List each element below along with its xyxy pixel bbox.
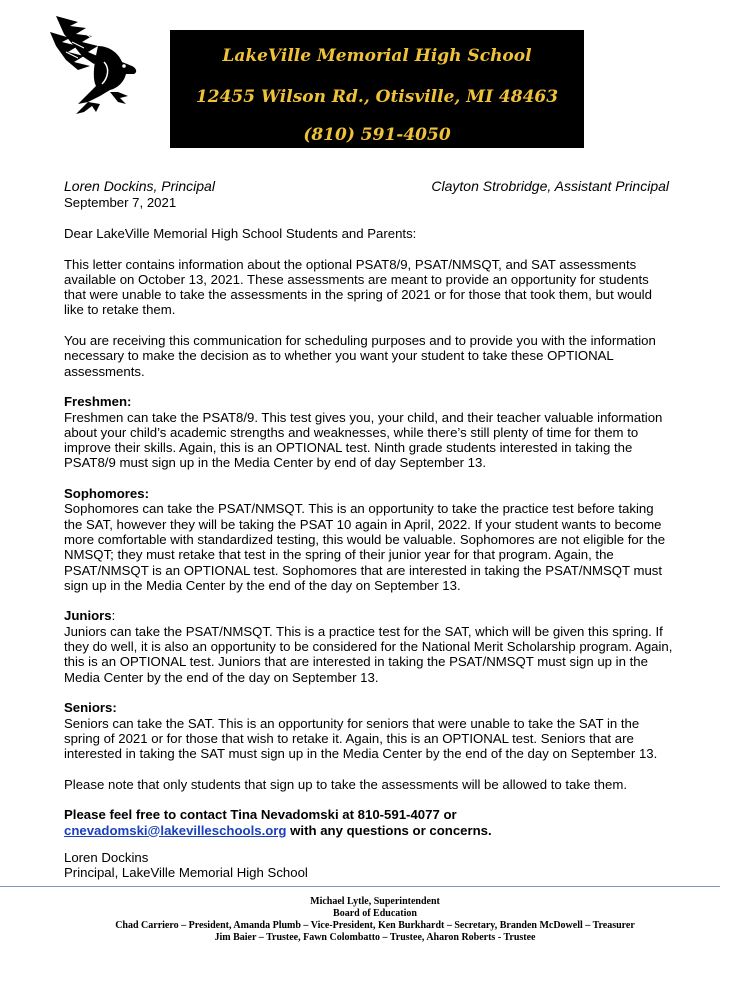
- signature-block: [64, 850, 308, 881]
- footer-divider: [0, 886, 720, 887]
- seniors-section: [64, 700, 674, 761]
- school-name: LakeVille Memorial High School: [222, 46, 532, 66]
- purpose-paragraph: You are receiving this communication for scheduling purposes and to provide you with the information necessary to make the decision as to whether you want your student to take these OPTIONAL assessments.: [64, 333, 656, 379]
- board-heading: Board of Education: [333, 908, 417, 919]
- intro-paragraph: This letter contains information about the optional PSAT8/9, PSAT/NMSQT, and SAT assessments available on October 13, 2021. These assessments are meant to provide an opportunity for students that were unable to take the assessments in the spring of 2021 or for those that took them, but would like to retake them.: [64, 256, 652, 318]
- section-text: Freshmen can take the PSAT8/9. This test gives you, your child, and their teacher valuable information about your child’s academic strengths and weaknesses, while there’s still plenty of time for them to improve their skills. Again, this is an OPTIONAL test. Ninth grade students interested in taking the PSAT8/9 must sign up in the Media Center by end of day September 13.: [64, 409, 663, 471]
- signature-title: Principal, LakeVille Memorial High School: [64, 865, 308, 881]
- section-heading: Juniors: [64, 608, 112, 624]
- contact-prefix: Please feel free to contact Tina Nevadomski at 810-591-4077 or: [64, 807, 457, 823]
- section-heading: Freshmen:: [64, 394, 132, 410]
- letter-date: September 7, 2021: [64, 195, 177, 210]
- signature-name: Loren Dockins: [64, 850, 149, 865]
- note-paragraph: Please note that only students that sign up to take the assessments will be allowed to take them.: [64, 776, 627, 792]
- section-heading: Seniors:: [64, 700, 117, 716]
- eagle-logo-icon: [48, 12, 146, 116]
- freshmen-section: [64, 394, 674, 470]
- superintendent-line: Michael Lytle, Superintendent: [310, 896, 440, 907]
- juniors-section: Juniors: Juniors can take the PSAT/NMSQT. This is a practice test for the SAT, which will be given this spring. If they do well, it is also an opportunity to be considered for the National Merit Scholarship program. Again, this is an OPTIONAL test. Juniors that are interested in taking the PSAT/NMSQT must sign up in the Media Center by the end of the day on September 13.: [64, 608, 673, 685]
- contact-email-link[interactable]: cnevadomski@lakevilleschools.org: [64, 822, 287, 838]
- school-banner: [170, 30, 584, 148]
- board-officers-line: Chad Carriero – President, Amanda Plumb – Vice-President, Ken Burkhardt – Secretary, Branden McDowell – Treasurer: [115, 920, 635, 931]
- school-address: 12455 Wilson Rd., Otisville, MI 48463: [195, 87, 559, 107]
- contact-paragraph: [64, 807, 674, 838]
- school-phone: (810) 591-4050: [303, 125, 451, 145]
- section-heading: Sophomores:: [64, 486, 149, 502]
- sophomores-section: [64, 486, 674, 593]
- board-trustees-line: Jim Baier – Trustee, Fawn Colombatto – Trustee, Aharon Roberts - Trustee: [214, 932, 536, 943]
- board-footer: [0, 896, 750, 944]
- letter-body: [64, 226, 674, 853]
- section-text: Seniors can take the SAT. This is an opportunity for seniors that were unable to take the SAT in the spring of 2021 or for those that wish to retake it. Again, this is an OPTIONAL test. Seniors that are interested in taking the SAT must sign up in the Media Center by the end of the day on September 13.: [64, 715, 658, 762]
- section-text: Juniors can take the PSAT/NMSQT. This is a practice test for the SAT, which will be given this spring. If they do well, it is also an opportunity to be considered for the National Merit Scholarship program. Again, this is an OPTIONAL test. Juniors that are interested in taking the PSAT/NMSQT must sign up in the Media Center by the end of the day on September 13.: [64, 623, 673, 685]
- assistant-principal-heading: Clayton Strobridge, Assistant Principal: [431, 178, 669, 194]
- greeting: Dear LakeVille Memorial High School Students and Parents:: [64, 226, 417, 241]
- principal-heading: Loren Dockins, Principal: [64, 178, 215, 194]
- section-text: Sophomores can take the PSAT/NMSQT. This is an opportunity to take the practice test before taking the SAT, however they will be taking the PSAT 10 again in April, 2022. If your student wants to become more comfortable with standardized testing, this would be valuable. Sophomores are not eligible for the NMSQT; they must retake that test in the spring of their junior year for that program. Again, the PSAT/NMSQT is an OPTIONAL test. Sophomores that are interested in taking the PSAT/NMSQT must sign up in the Media Center by the end of the day on September 13.: [64, 501, 666, 593]
- contact-suffix: with any questions or concerns.: [286, 822, 492, 838]
